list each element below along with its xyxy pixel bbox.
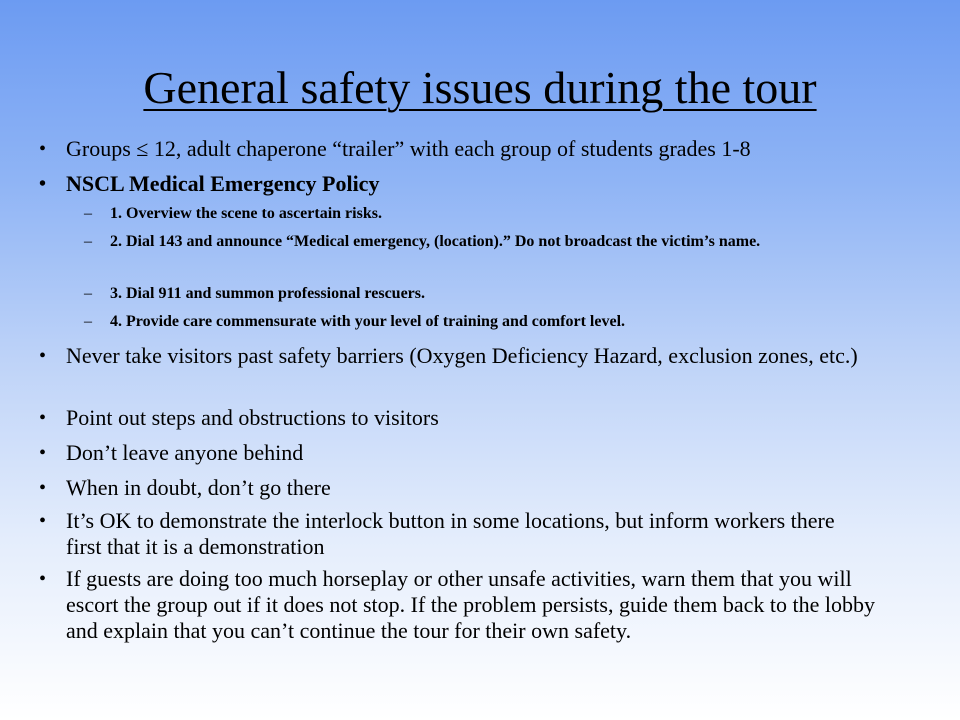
- subitem-text: 4. Provide care commensurate with your level of training and comfort level.: [110, 313, 626, 330]
- bullet-text: Groups ≤ 12, adult chaperone “trailer” with each group of students grades 1-8: [66, 136, 751, 161]
- bullet-when-in-doubt: [39, 475, 926, 501]
- bullet-horseplay: [39, 566, 896, 644]
- bullet-icon: •: [39, 477, 47, 499]
- bullet-icon: •: [39, 173, 47, 195]
- bullet-icon: •: [39, 345, 47, 367]
- dash-icon: –: [84, 233, 92, 250]
- slide-title: General safety issues during the tour: [143, 62, 817, 113]
- bullet-text: Never take visitors past safety barriers (Oxygen Deficiency Hazard, exclusion zones, etc.): [66, 343, 858, 368]
- subitem-text: 1. Overview the scene to ascertain risks.: [110, 205, 382, 222]
- bullet-text: Don’t leave anyone behind: [66, 440, 304, 465]
- dash-icon: –: [84, 313, 92, 330]
- bullet-icon: •: [39, 407, 47, 429]
- bullet-text: If guests are doing too much horseplay or other unsafe activities, warn them that you will escort the group out if it does not stop. If the problem persists, guide them back to the lobby and explain that you can’t continue the tour for their own safety.: [66, 566, 875, 643]
- dash-icon: –: [84, 285, 92, 302]
- bullet-text: When in doubt, don’t go there: [66, 475, 331, 500]
- subitem-step-4: [84, 311, 870, 333]
- bullet-interlock: [39, 508, 866, 560]
- bullet-medical-policy: [39, 171, 926, 197]
- bullet-icon: •: [39, 510, 47, 532]
- bullet-groups: [39, 136, 926, 162]
- bullet-leave-behind: [39, 440, 926, 466]
- subitem-text: 3. Dial 911 and summon professional rescuers.: [110, 285, 425, 302]
- subitem-step-2: [84, 231, 870, 253]
- bullet-text: It’s OK to demonstrate the interlock button in some locations, but inform workers there first that it is a demonstration: [66, 508, 835, 559]
- subitem-step-3: [84, 283, 870, 305]
- bullet-text: Point out steps and obstructions to visitors: [66, 405, 439, 430]
- bullet-steps-obstructions: [39, 405, 926, 431]
- subitem-text: 2. Dial 143 and announce “Medical emergency, (location).” Do not broadcast the victim’s name.: [110, 233, 761, 250]
- bullet-text: NSCL Medical Emergency Policy: [66, 171, 380, 196]
- bullet-icon: •: [39, 442, 47, 464]
- subitem-step-1: [84, 203, 870, 225]
- bullet-icon: •: [39, 138, 47, 160]
- bullet-safety-barriers: [39, 343, 916, 369]
- bullet-icon: •: [39, 568, 47, 590]
- dash-icon: –: [84, 205, 92, 222]
